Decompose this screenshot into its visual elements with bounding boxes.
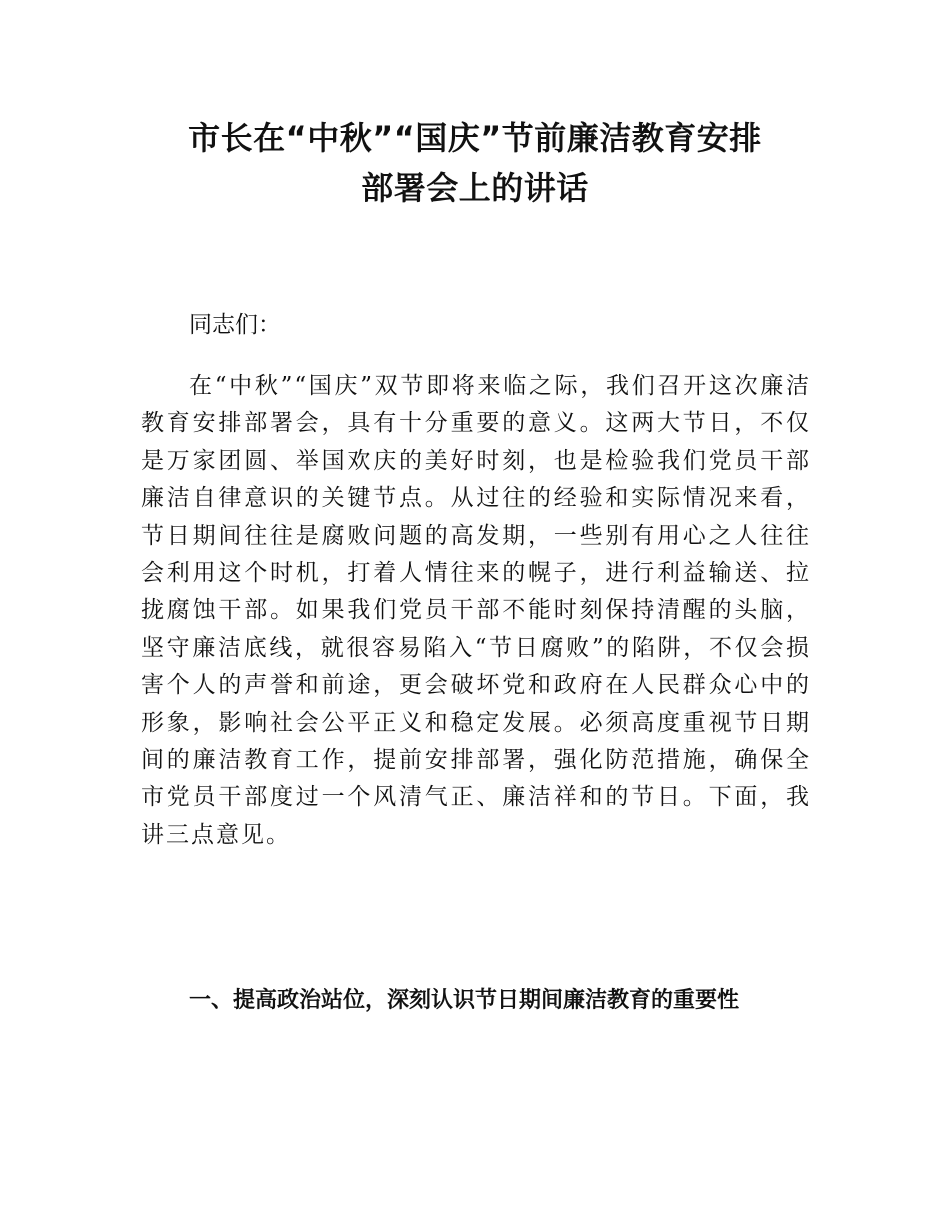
title-line-1: 市长在“中秋”“国庆”节前廉洁教育安排 [188,119,762,157]
section-heading-1: 一、提高政治站位，深刻认识节日期间廉洁教育的重要性 [189,988,740,1013]
title-line-2: 部署会上的讲话 [361,169,589,207]
document-title [140,113,810,213]
greeting: 同志们： [189,312,281,338]
body-paragraph: 在“中秋”“国庆”双节即将来临之际，我们召开这次廉洁教育安排部署会，具有十分重要的意义。这两大节日，不仅是万家团圆、举国欢庆的美好时刻，也是检验我们党员干部廉洁自律意识的关键节点。从过往的经验和实际情况来看，节日期间往往是腐败问题的高发期，一些别有用心之人往往会利用这个时机，打着人情往来的幌子，进行利益输送、拉拢腐蚀干部。如果我们党员干部不能时刻保持清醒的头脑，坚守廉洁底线，就很容易陷入“节日腐败”的陷阱，不仅会损害个人的声誉和前途，更会破坏党和政府在人民群众心中的形象，影响社会公平正义和稳定发展。必须高度重视节日期间的廉洁教育工作，提前安排部署，强化防范措施，确保全市党员干部度过一个风清气正、廉洁祥和的节日。下面，我讲三点意见。 [141,373,811,848]
